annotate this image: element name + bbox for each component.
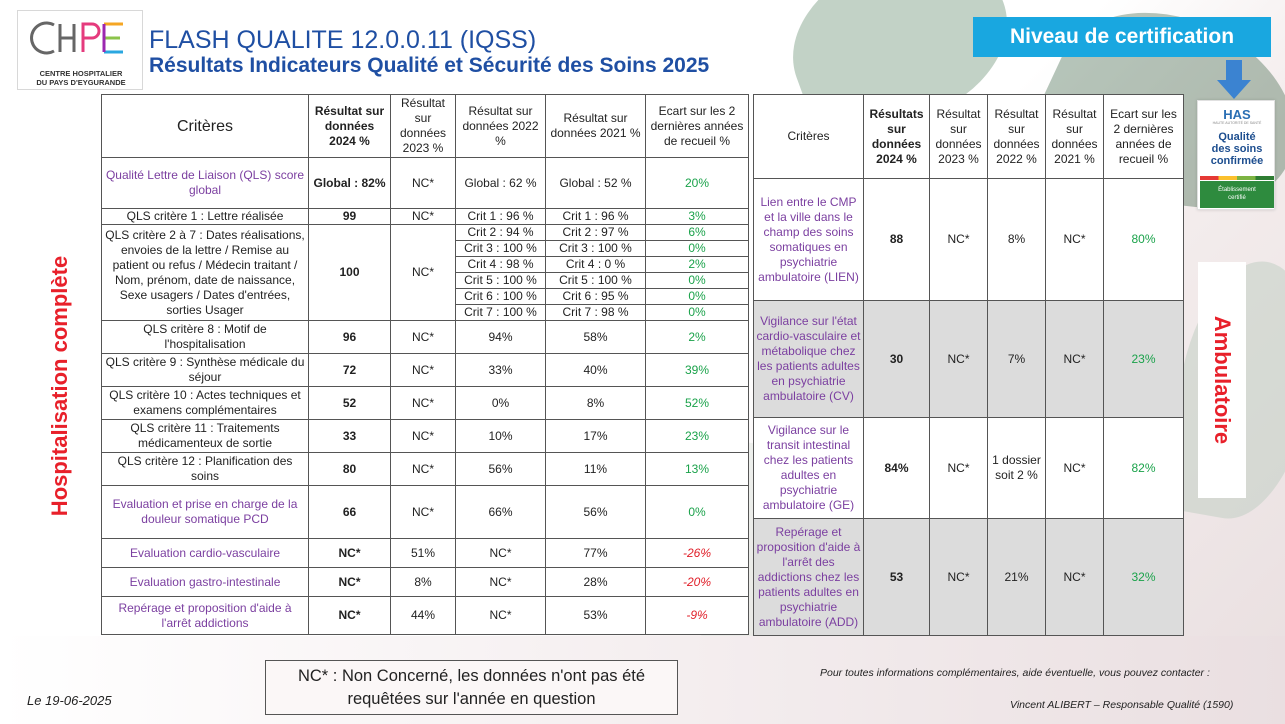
nc-legend-box: NC* : Non Concerné, les données n'ont pas été requêtées sur l'année en question (265, 660, 678, 715)
table-row: Lien entre le CMP et la ville dans le champ des soins somatiques en psychiatrie ambulatoire (LIEN) 88 NC* 8% NC* 80% (754, 179, 1184, 301)
has-certification-badge (1197, 100, 1275, 210)
table-subrow: Crit 7 : 100 % Crit 7 : 98 % 0% (102, 305, 749, 321)
contact-note: Pour toutes informations complémentaires, aide éventuelle, vous pouvez contacter : (820, 667, 1210, 679)
table-row: Vigilance sur le transit intestinal chez les patients adultes en psychiatrie ambulatoire (GE) 84% NC* 1 dossier soit 2 % NC* 82% (754, 418, 1184, 519)
table-row: QLS critère 12 : Planification des soins 80 NC* 56% 11% 13% (102, 453, 749, 486)
table-header-row (754, 95, 1184, 179)
document-date: Le 19-06-2025 (27, 693, 112, 708)
header-ecart: Ecart sur les 2 dernières années de recueil % (646, 95, 749, 158)
table-header-row (102, 95, 749, 158)
table-subrow: Crit 4 : 98 % Crit 4 : 0 % 2% (102, 257, 749, 273)
table-row: QLS critère 1 : Lettre réalisée 99 NC* Crit 1 : 96 % Crit 1 : 96 % 3% (102, 209, 749, 225)
header-criteria: Critères (754, 95, 864, 179)
has-logo-subtitle: HAUTE AUTORITÉ DE SANTÉ (1212, 121, 1262, 125)
header-2023: Résultat sur données 2023 % (930, 95, 988, 179)
table-subrow: Crit 5 : 100 % Crit 5 : 100 % 0% (102, 273, 749, 289)
hospitalisation-results-table (101, 94, 749, 635)
side-label-hospitalisation: Hospitalisation complète (38, 222, 83, 550)
badge-color-strip (1200, 176, 1274, 180)
header-criteria: Critères (102, 95, 309, 158)
table-row: QLS critère 8 : Motif de l'hospitalisation 96 NC* 94% 58% 2% (102, 321, 749, 354)
table-row: Qualité Lettre de Liaison (QLS) score global Global : 82% NC* Global : 62 % Global : 52 % 20% (102, 158, 749, 209)
side-label-ambulatoire: Ambulatoire (1198, 262, 1246, 498)
table-row: Evaluation gastro-intestinale NC* 8% NC* 28% -20% (102, 568, 749, 597)
contact-person: Vincent ALIBERT – Responsable Qualité (1590) (1010, 699, 1234, 711)
logo-text: CENTRE HOSPITALIER DU PAYS D'EYGURANDE (36, 69, 126, 87)
header-2022: Résultat sur données 2022 % (988, 95, 1046, 179)
header-2024: Résultats sur données 2024 % (864, 95, 930, 179)
has-logo: HAS (1223, 107, 1251, 122)
table-row: Vigilance sur l'état cardio-vasculaire et métabolique chez les patients adultes en psychiatrie ambulatoire (CV) 30 NC* 7% NC* 23% (754, 301, 1184, 418)
header-2023: Résultat sur données 2023 % (391, 95, 456, 158)
table-row: QLS critère 9 : Synthèse médicale du séjour 72 NC* 33% 40% 39% (102, 354, 749, 387)
badge-quality-text: Qualité des soins confirmée (1210, 131, 1264, 167)
table-row: QLS critère 2 à 7 : Dates réalisations, envoies de la lettre / Remise au patient ou refus / Médecin traitant / Nom, prénom, date de naissance, Sexe usagers / Dates d'entrées, sorties Usager 100 NC* Crit 2 : 94 % Crit 2 : 97 % 6% (102, 225, 749, 241)
table-subrow: Crit 6 : 100 % Crit 6 : 95 % 0% (102, 289, 749, 305)
header-ecart: Ecart sur les 2 dernières années de recueil % (1104, 95, 1184, 179)
table-row: Evaluation cardio-vasculaire NC* 51% NC* 77% -26% (102, 539, 749, 568)
table-row: Repérage et proposition d'aide à l'arrêt addictions NC* 44% NC* 53% -9% (102, 597, 749, 635)
header-2021: Résultat sur données 2021 % (546, 95, 646, 158)
table-row: QLS critère 11 : Traitements médicamenteux de sortie 33 NC* 10% 17% 23% (102, 420, 749, 453)
certification-banner: Niveau de certification (973, 17, 1271, 57)
table-row: QLS critère 10 : Actes techniques et examens complémentaires 52 NC* 0% 8% 52% (102, 387, 749, 420)
badge-footer: Établissement certifié (1200, 181, 1274, 208)
chpe-logo-icon (28, 19, 134, 57)
header-2022: Résultat sur données 2022 % (456, 95, 546, 158)
page-subtitle: Résultats Indicateurs Qualité et Sécurité des Soins 2025 (149, 54, 710, 77)
table-row: Repérage et proposition d'aide à l'arrêt des addictions chez les patients adultes en psychiatrie ambulatoire (ADD) 53 NC* 21% NC* 32% (754, 519, 1184, 636)
page-title: FLASH QUALITE 12.0.0.11 (IQSS) (149, 26, 537, 54)
header-2021: Résultat sur données 2021 % (1046, 95, 1104, 179)
hospital-logo (17, 10, 143, 90)
arrow-down-icon (1216, 60, 1252, 100)
table-row: Evaluation et prise en charge de la douleur somatique PCD 66 NC* 66% 56% 0% (102, 486, 749, 539)
table-subrow: Crit 3 : 100 % Crit 3 : 100 % 0% (102, 241, 749, 257)
ambulatoire-results-table (753, 94, 1184, 636)
header-2024: Résultat sur données 2024 % (309, 95, 391, 158)
